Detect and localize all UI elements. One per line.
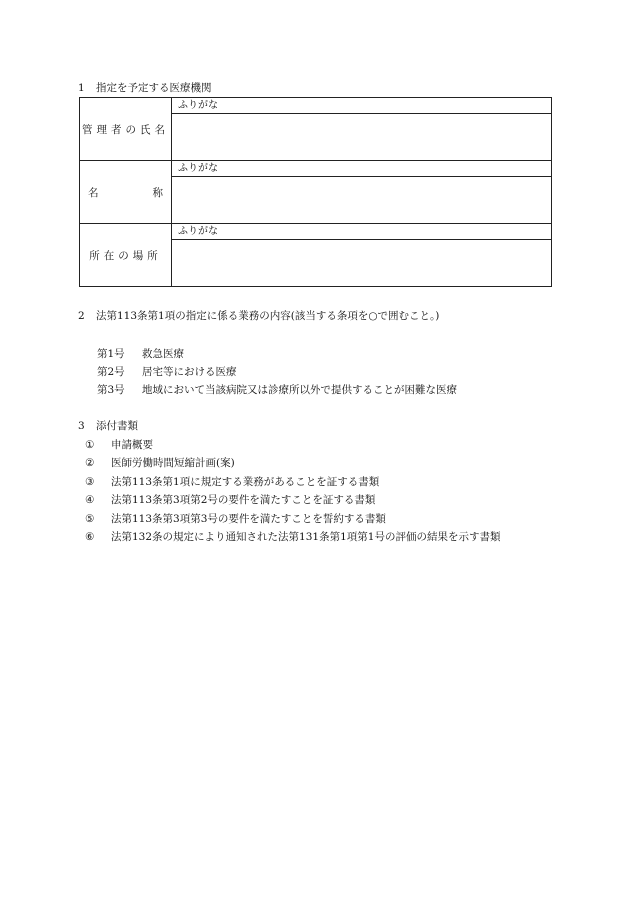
business-content-list	[97, 345, 457, 399]
institution-name-field[interactable]	[172, 177, 552, 224]
business-item-3[interactable]	[97, 381, 457, 399]
institution-name-label-left: 名	[88, 186, 99, 199]
attachment-list	[85, 436, 500, 546]
attachment-item	[85, 491, 500, 509]
location-furigana-row	[80, 224, 552, 240]
attachment-mark: ①	[85, 439, 95, 451]
section3-heading	[78, 419, 138, 433]
medical-institution-table	[79, 97, 552, 287]
attachment-text: 法第113条第3項第3号の要件を満たすことを誓約する書類	[111, 512, 386, 525]
attachment-mark: ⑤	[85, 512, 95, 525]
section1-title: 指定を予定する医療機関	[96, 82, 212, 94]
attachment-text: 申請概要	[111, 439, 153, 451]
attachment-mark: ③	[85, 475, 95, 488]
location-furigana-field[interactable]: ふりがな	[172, 224, 552, 240]
business-item-1[interactable]	[97, 345, 457, 363]
business-item-text: 地域において当該病院又は診療所以外で提供することが困難な医療	[142, 384, 457, 396]
institution-name-label	[80, 185, 171, 200]
business-item-2[interactable]	[97, 363, 457, 381]
section3-number: 3	[78, 420, 85, 432]
location-label: 所在の場所	[89, 249, 162, 262]
attachment-mark: ②	[85, 457, 95, 470]
attachment-text: 法第113条第1項に規定する業務があることを証する書類	[111, 475, 380, 488]
location-field[interactable]	[172, 240, 552, 287]
manager-name-label: 管理者の氏名	[82, 123, 169, 136]
business-item-key: 第2号	[97, 366, 125, 378]
attachment-item	[85, 473, 500, 491]
institution-name-furigana-field[interactable]: ふりがな	[172, 161, 552, 177]
attachment-text: 医師労働時間短縮計画(案)	[111, 457, 235, 470]
manager-name-field[interactable]	[172, 114, 552, 161]
institution-name-label-right: 称	[152, 186, 163, 199]
manager-name-label-cell	[80, 98, 172, 161]
section1-heading	[78, 81, 212, 95]
manager-name-furigana-row	[80, 98, 552, 114]
attachment-text: 法第113条第3項第2号の要件を満たすことを証する書類	[111, 494, 376, 507]
business-item-text: 救急医療	[142, 348, 184, 360]
attachment-item	[85, 436, 500, 454]
business-item-key: 第3号	[97, 384, 125, 396]
section2-title: 法第113条第1項の指定に係る業務の内容(該当する条項を○で囲むこと。)	[96, 310, 440, 322]
attachment-item	[85, 454, 500, 472]
attachment-item	[85, 528, 500, 546]
attachment-item	[85, 510, 500, 528]
attachment-mark: ④	[85, 494, 95, 507]
manager-name-furigana-field[interactable]: ふりがな	[172, 98, 552, 114]
business-item-text: 居宅等における医療	[142, 366, 237, 378]
section2-number: 2	[78, 310, 85, 322]
section2-heading	[78, 309, 439, 323]
section3-title: 添付書類	[96, 420, 138, 432]
business-item-key: 第1号	[97, 348, 125, 360]
attachment-text: 法第132条の規定により通知された法第131条第1項第1号の評価の結果を示す書類	[111, 531, 501, 544]
attachment-mark: ⑥	[85, 531, 95, 544]
location-label-cell	[80, 224, 172, 287]
section1-number: 1	[78, 82, 85, 94]
institution-name-label-cell	[80, 161, 172, 224]
institution-name-furigana-row	[80, 161, 552, 177]
